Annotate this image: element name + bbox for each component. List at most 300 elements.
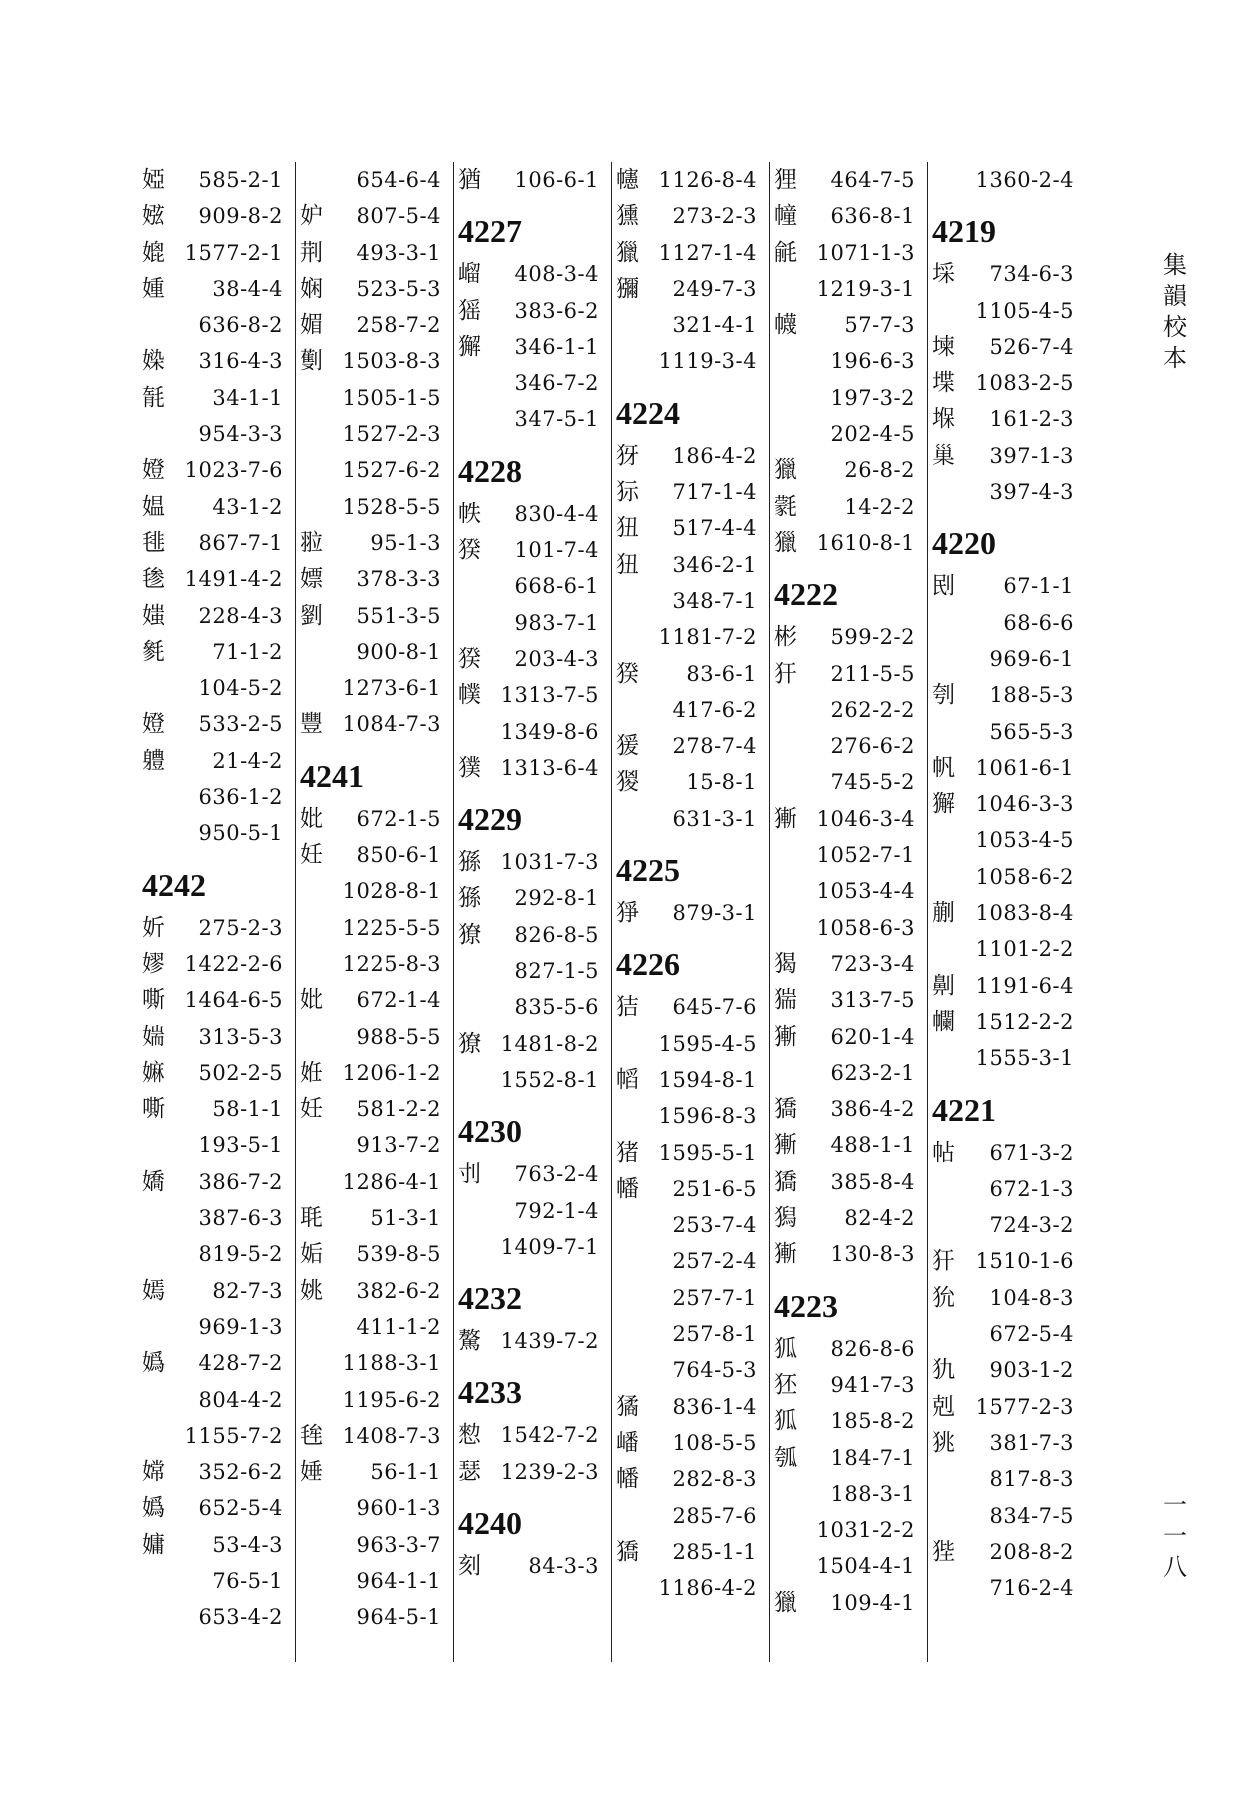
entry-character: 毶 (142, 566, 165, 593)
entry-reference: 1481-8-2 (500, 1031, 599, 1056)
entry-character: 嬌 (142, 1168, 165, 1195)
entry-reference: 1191-6-4 (975, 973, 1074, 998)
entry-reference: 258-7-2 (356, 313, 441, 338)
entry-character: 猪 (616, 1139, 639, 1166)
index-entry (616, 1389, 765, 1425)
index-entry (458, 605, 607, 641)
entry-reference: 257-2-4 (672, 1249, 757, 1274)
entry-reference: 867-7-1 (198, 530, 283, 555)
entry-reference: 34-1-1 (212, 385, 283, 410)
index-entry (932, 786, 1082, 822)
page-number (1160, 1490, 1190, 1583)
index-entry (142, 1055, 291, 1091)
index-entry (932, 568, 1082, 604)
entry-reference: 1349-8-6 (500, 719, 599, 744)
entry-reference: 101-7-4 (514, 538, 599, 563)
index-entry (616, 728, 765, 764)
index-entry (774, 873, 923, 909)
entry-reference: 954-3-3 (198, 422, 283, 447)
entry-reference: 1577-2-3 (975, 1394, 1074, 1419)
entry-reference: 850-6-1 (356, 843, 441, 868)
entry-character: 嫲 (142, 1059, 165, 1086)
index-entry (774, 489, 923, 525)
entry-reference: 807-5-4 (356, 204, 441, 229)
index-entry (300, 1091, 449, 1127)
entry-reference: 763-2-4 (514, 1162, 599, 1187)
book-title-char: 校 (1163, 313, 1187, 341)
entry-character: 獑 (774, 1132, 797, 1159)
index-entry (774, 1367, 923, 1403)
section-heading: 4225 (616, 852, 680, 889)
entry-reference: 903-1-2 (989, 1358, 1074, 1383)
entry-reference: 14-2-2 (844, 494, 915, 519)
entry-character: 娴 (300, 275, 323, 302)
index-entry (932, 438, 1082, 474)
entry-character: 狉 (774, 1371, 797, 1398)
index-entry (616, 271, 765, 307)
index-entry (300, 162, 449, 198)
index-entry (932, 1243, 1082, 1279)
index-entry (774, 801, 923, 837)
entry-reference: 645-7-6 (672, 995, 757, 1020)
index-entry (300, 1164, 449, 1200)
index-entry (932, 1461, 1082, 1497)
index-entry (300, 837, 449, 873)
entry-reference: 623-2-1 (830, 1060, 915, 1085)
index-column (612, 162, 770, 1662)
entry-character: 妡 (142, 914, 165, 941)
entry-character: 毿 (142, 638, 165, 665)
index-entry (932, 474, 1082, 510)
section-heading: 4229 (458, 801, 522, 838)
entry-character: 獵 (774, 1589, 797, 1616)
index-entry (300, 1382, 449, 1418)
entry-reference: 382-6-2 (356, 1278, 441, 1303)
index-entry (774, 198, 923, 234)
section-heading: 4221 (932, 1091, 996, 1128)
entry-character: 獢 (616, 1538, 639, 1565)
entry-reference: 950-5-1 (198, 821, 283, 846)
entry-reference: 1542-7-2 (500, 1423, 599, 1448)
index-entry (458, 677, 607, 713)
entry-character: 嫦 (142, 1459, 165, 1486)
entry-character: 娷 (300, 1459, 323, 1486)
entry-reference: 57-7-3 (844, 313, 915, 338)
index-entry (616, 619, 765, 655)
entry-character: 狋 (616, 479, 639, 506)
index-entry (300, 343, 449, 379)
entry-reference: 316-4-3 (198, 349, 283, 374)
index-entry (932, 1207, 1082, 1243)
entry-character: 毻 (142, 384, 165, 411)
entry-character: 愸 (458, 1422, 481, 1449)
entry-character: 幰 (616, 167, 639, 193)
index-entry (458, 1156, 607, 1192)
section-heading: 4227 (458, 213, 522, 250)
entry-reference: 1181-7-2 (658, 625, 757, 650)
entry-character: 剋 (932, 1393, 955, 1420)
entry-character: 獼 (616, 275, 639, 302)
index-entry (774, 1164, 923, 1200)
entry-reference: 1219-3-1 (816, 276, 915, 301)
entry-reference: 203-4-3 (514, 646, 599, 671)
index-entry (774, 1585, 923, 1621)
index-entry (142, 779, 291, 815)
entry-character: 婭 (142, 167, 165, 193)
entry-reference: 1596-8-3 (658, 1104, 757, 1129)
entry-character: 媏 (142, 1023, 165, 1050)
index-entry (616, 1570, 765, 1606)
index-entry (616, 198, 765, 234)
entry-reference: 82-4-2 (844, 1206, 915, 1231)
entry-reference: 1053-4-5 (975, 828, 1074, 853)
index-entry (932, 162, 1082, 198)
index-entry (142, 1527, 291, 1563)
entry-reference: 792-1-4 (514, 1198, 599, 1223)
entry-character: 刻 (458, 1553, 481, 1580)
index-entry (932, 641, 1082, 677)
entry-reference: 1119-3-4 (658, 349, 757, 374)
index-entry (142, 561, 291, 597)
entry-character: 媲 (142, 239, 165, 266)
entry-reference: 161-2-3 (989, 407, 1074, 432)
entry-character: 嬁 (142, 457, 165, 484)
index-entry (458, 329, 607, 365)
index-entry (932, 1004, 1082, 1040)
index-entry (458, 1323, 607, 1359)
entry-character: 幢 (774, 203, 797, 230)
index-entry (774, 307, 923, 343)
entry-character: 狁 (932, 1284, 955, 1311)
index-entry (932, 677, 1082, 713)
index-entry (300, 307, 449, 343)
index-entry (142, 1345, 291, 1381)
index-entry (458, 1548, 607, 1584)
entry-reference: 565-5-3 (989, 719, 1074, 744)
entry-reference: 1273-6-1 (342, 676, 441, 701)
index-entry (616, 692, 765, 728)
entry-character: 媣 (142, 348, 165, 375)
index-entry (458, 496, 607, 532)
page-number-char: 八 (1163, 1553, 1187, 1581)
index-entry (932, 1570, 1082, 1606)
entry-reference: 804-4-2 (198, 1387, 283, 1412)
index-entry (616, 1062, 765, 1098)
index-entry (932, 1425, 1082, 1461)
index-entry (616, 1534, 765, 1570)
index-entry (142, 1164, 291, 1200)
entry-reference: 1555-3-1 (975, 1046, 1074, 1071)
entry-character: 猨 (616, 733, 639, 760)
entry-character: 劓 (932, 972, 955, 999)
entry-character: 嘶 (142, 987, 165, 1014)
index-entry (142, 1309, 291, 1345)
entry-character: 猻 (458, 885, 481, 912)
entry-character: 堜 (932, 333, 955, 360)
entry-reference: 1239-2-3 (500, 1459, 599, 1484)
entry-reference: 1409-7-1 (500, 1234, 599, 1259)
book-title-char: 集 (1163, 251, 1187, 279)
entry-reference: 1127-1-4 (658, 240, 757, 265)
entry-character: 狐 (774, 1335, 797, 1362)
entry-character: 獵 (616, 239, 639, 266)
entry-reference: 385-8-4 (830, 1169, 915, 1194)
index-entry (774, 1091, 923, 1127)
entry-character: 猶 (458, 167, 481, 193)
entry-reference: 71-1-2 (212, 639, 283, 664)
entry-character: 毴 (142, 529, 165, 556)
index-entry (300, 235, 449, 271)
entry-reference: 1527-6-2 (342, 458, 441, 483)
entry-reference: 188-3-1 (830, 1481, 915, 1506)
entry-reference: 381-7-3 (989, 1430, 1074, 1455)
index-entry (616, 162, 765, 198)
entry-character: 姚 (300, 1277, 323, 1304)
entry-character: 狤 (616, 994, 639, 1021)
entry-reference: 826-8-5 (514, 922, 599, 947)
index-entry (300, 198, 449, 234)
index-entry (616, 801, 765, 837)
entry-character: 獵 (774, 529, 797, 556)
entry-reference: 909-8-2 (198, 204, 283, 229)
entry-reference: 488-1-1 (830, 1133, 915, 1158)
index-entry (774, 982, 923, 1018)
entry-reference: 652-5-4 (198, 1496, 283, 1521)
entry-reference: 672-1-5 (356, 806, 441, 831)
entry-reference: 106-6-1 (514, 168, 599, 192)
entry-character: 劉 (300, 602, 323, 629)
page-number-char: 一 (1163, 1522, 1187, 1550)
entry-character: 豐 (300, 711, 323, 738)
entry-character: 媸 (142, 602, 165, 629)
entry-reference: 83-6-1 (686, 661, 757, 686)
index-entry (300, 1055, 449, 1091)
entry-reference: 292-8-1 (514, 886, 599, 911)
entry-reference: 1360-2-4 (975, 168, 1074, 192)
index-entry (142, 235, 291, 271)
entry-reference: 1422-2-6 (184, 951, 283, 976)
entry-character: 猤 (458, 537, 481, 564)
entry-character: 姤 (300, 1241, 323, 1268)
index-entry (616, 989, 765, 1025)
entry-character: 猤 (616, 660, 639, 687)
index-entry (932, 329, 1082, 365)
index-entry (300, 1200, 449, 1236)
entry-character: 媪 (142, 493, 165, 520)
index-entry (300, 982, 449, 1018)
entry-reference: 257-8-1 (672, 1322, 757, 1347)
entry-reference: 51-3-1 (370, 1206, 441, 1231)
entry-character: 獑 (774, 805, 797, 832)
entry-reference: 960-1-3 (356, 1496, 441, 1521)
entry-reference: 913-7-2 (356, 1133, 441, 1158)
entry-reference: 1071-1-3 (816, 240, 915, 265)
entry-character: 獬 (932, 791, 955, 818)
entry-reference: 671-3-2 (989, 1140, 1074, 1165)
entry-character: 彬 (774, 624, 797, 651)
entry-reference: 539-8-5 (356, 1242, 441, 1267)
entry-character: 瓠 (774, 1444, 797, 1471)
index-entry (300, 801, 449, 837)
index-entry (142, 910, 291, 946)
index-entry (458, 989, 607, 1025)
index-entry (142, 343, 291, 379)
page-number-char: 一 (1163, 1491, 1187, 1519)
section-heading: 4242 (142, 866, 206, 903)
index-entry (932, 1280, 1082, 1316)
entry-reference: 1046-3-3 (975, 792, 1074, 817)
entry-reference: 963-3-7 (356, 1532, 441, 1557)
index-entry (300, 1309, 449, 1345)
entry-reference: 38-4-4 (212, 276, 283, 301)
entry-reference: 599-2-2 (830, 625, 915, 650)
index-entry (300, 670, 449, 706)
index-entry (142, 1127, 291, 1163)
entry-reference: 1504-4-1 (816, 1554, 915, 1579)
entry-character: 幱 (932, 1008, 955, 1035)
index-entry (616, 510, 765, 546)
entry-reference: 941-7-3 (830, 1372, 915, 1397)
entry-reference: 68-6-6 (1003, 610, 1074, 635)
entry-character: 娹 (142, 203, 165, 230)
section-heading: 4222 (774, 576, 838, 613)
index-entry (300, 1454, 449, 1490)
section-heading: 4232 (458, 1280, 522, 1317)
entry-character: 帖 (932, 1139, 955, 1166)
entry-reference: 517-4-4 (672, 516, 757, 541)
index-entry (142, 706, 291, 742)
entry-character: 妊 (300, 1096, 323, 1123)
entry-reference: 636-8-1 (830, 204, 915, 229)
index-entry (142, 198, 291, 234)
entry-character: 嫖 (300, 566, 323, 593)
entry-character: 翋 (300, 529, 323, 556)
entry-reference: 1610-8-1 (816, 530, 915, 555)
entry-character: 幡 (616, 1466, 639, 1493)
index-column (928, 162, 1086, 1662)
entry-reference: 836-1-4 (672, 1394, 757, 1419)
entry-reference: 84-3-3 (528, 1554, 599, 1579)
index-entry (616, 235, 765, 271)
section-heading: 4220 (932, 525, 996, 562)
entry-reference: 1186-4-2 (658, 1576, 757, 1601)
index-entry (142, 1454, 291, 1490)
entry-reference: 1464-6-5 (184, 988, 283, 1013)
entry-character: 妒 (300, 203, 323, 230)
entry-reference: 211-5-5 (830, 661, 915, 686)
index-entry (300, 1490, 449, 1526)
entry-character: 狣 (932, 1429, 955, 1456)
index-column (296, 162, 454, 1662)
entry-character: 獡 (774, 1205, 797, 1232)
index-entry (774, 271, 923, 307)
entry-reference: 533-2-5 (198, 712, 283, 737)
index-entry (300, 598, 449, 634)
entry-reference: 58-1-1 (212, 1097, 283, 1122)
entry-reference: 964-1-1 (356, 1568, 441, 1593)
index-entry (616, 656, 765, 692)
entry-reference: 56-1-1 (370, 1460, 441, 1485)
entry-character: 幭 (774, 312, 797, 339)
entry-character: 猲 (774, 950, 797, 977)
entry-character: 驁 (458, 1328, 481, 1355)
entry-reference: 387-6-3 (198, 1206, 283, 1231)
entry-reference: 417-6-2 (672, 697, 757, 722)
index-entry (616, 1352, 765, 1388)
entry-reference: 988-5-5 (356, 1024, 441, 1049)
entry-reference: 1084-7-3 (342, 712, 441, 737)
index-column (454, 162, 612, 1662)
entry-reference: 653-4-2 (198, 1605, 283, 1630)
entry-reference: 67-1-1 (1003, 574, 1074, 599)
entry-reference: 654-6-4 (356, 168, 441, 192)
index-entry (142, 670, 291, 706)
index-entry (300, 525, 449, 561)
index-entry (142, 1563, 291, 1599)
index-entry (774, 1476, 923, 1512)
index-entry (774, 692, 923, 728)
entry-character: 獝 (616, 1393, 639, 1420)
entry-character: 獵 (774, 457, 797, 484)
index-entry (774, 1019, 923, 1055)
entry-reference: 672-1-4 (356, 988, 441, 1013)
index-entry (932, 293, 1082, 329)
index-entry (142, 1418, 291, 1454)
entry-reference: 983-7-1 (514, 610, 599, 635)
entry-reference: 1313-7-5 (500, 683, 599, 708)
entry-reference: 1286-4-1 (342, 1169, 441, 1194)
index-entry (142, 1599, 291, 1635)
book-title-char: 韻 (1163, 282, 1187, 310)
entry-character: 猤 (458, 645, 481, 672)
index-entry (616, 1461, 765, 1497)
entry-character: 蒯 (932, 900, 955, 927)
entry-character: 嬀 (142, 1495, 165, 1522)
index-entry (774, 946, 923, 982)
entry-reference: 551-3-5 (356, 603, 441, 628)
entry-character: 軆 (142, 747, 165, 774)
index-entry (300, 873, 449, 909)
entry-reference: 185-8-2 (830, 1409, 915, 1434)
entry-reference: 672-5-4 (989, 1322, 1074, 1347)
entry-reference: 1512-2-2 (975, 1009, 1074, 1034)
index-entry (616, 438, 765, 474)
entry-reference: 1225-5-5 (342, 915, 441, 940)
entry-character: 劐 (300, 348, 323, 375)
entry-character: 帆 (932, 754, 955, 781)
entry-character: 猻 (458, 849, 481, 876)
entry-character: 獢 (774, 1096, 797, 1123)
index-entry (142, 1382, 291, 1418)
index-entry (616, 547, 765, 583)
section-heading: 4228 (458, 452, 522, 489)
entry-reference: 104-8-3 (989, 1285, 1074, 1310)
index-entry (932, 1389, 1082, 1425)
entry-reference: 208-8-2 (989, 1539, 1074, 1564)
index-entry (774, 910, 923, 946)
index-entry (774, 764, 923, 800)
entry-reference: 1491-4-2 (184, 567, 283, 592)
entry-character: 猣 (616, 769, 639, 796)
index-entry (774, 1548, 923, 1584)
entry-reference: 1595-5-1 (658, 1140, 757, 1165)
index-entry (142, 489, 291, 525)
index-entry (300, 1599, 449, 1635)
entry-reference: 526-7-4 (989, 334, 1074, 359)
index-entry (458, 568, 607, 604)
index-entry (616, 1316, 765, 1352)
entry-reference: 1408-7-3 (342, 1423, 441, 1448)
